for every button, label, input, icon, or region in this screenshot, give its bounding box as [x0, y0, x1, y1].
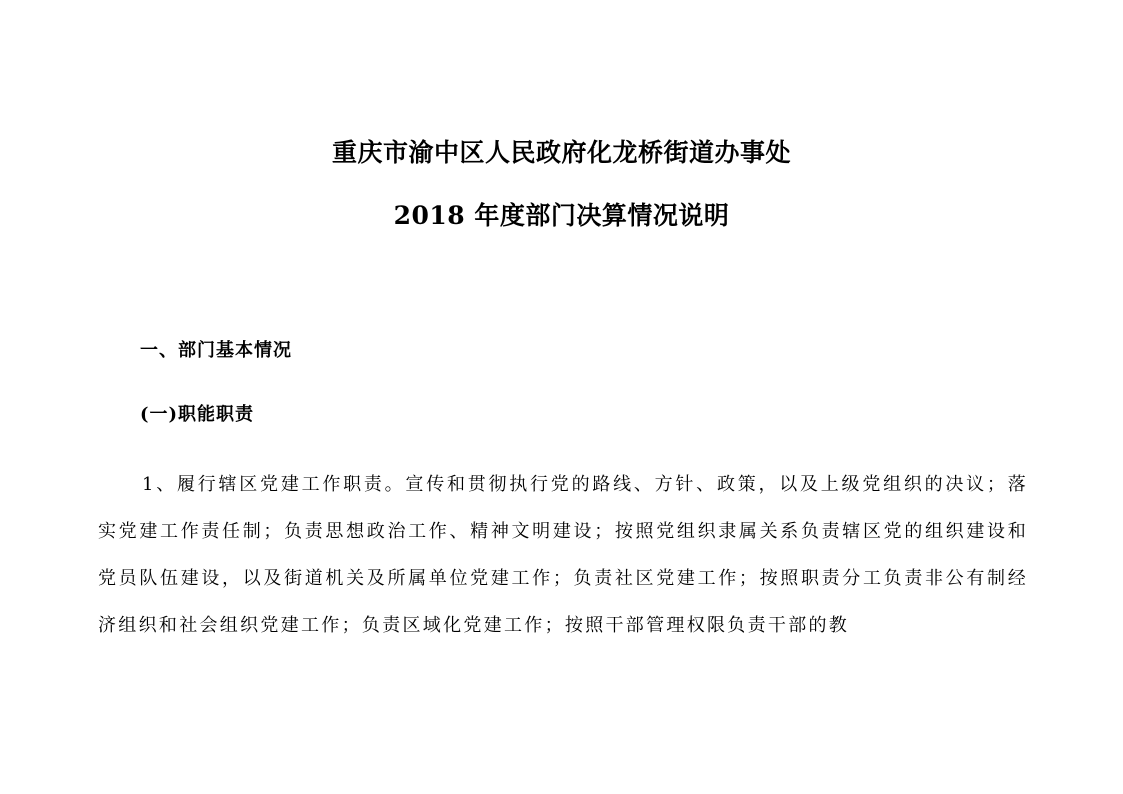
document-title-line-2: 2018 年度部门决算情况说明	[393, 201, 730, 230]
document-title-line-1: 重庆市渝中区人民政府化龙桥街道办事处	[331, 138, 791, 167]
body-paragraph: 1、履行辖区党建工作职责。宣传和贯彻执行党的路线、方针、政策，以及上级党组织的决议；落实党建工作责任制；负责思想政治工作、精神文明建设；按照党组织隶属关系负责辖区党的组织建设和党员队伍建设，以及街道机关及所属单位党建工作；负责社区党建工作；按照职责分工负责非公有制经济组织和社会组织党建工作；负责区域化党建工作；按照干部管理权限负责干部的教	[98, 474, 1028, 636]
section-heading: 一、部门基本情况	[140, 340, 292, 361]
subsection-heading: (一)职能职责	[140, 404, 255, 425]
